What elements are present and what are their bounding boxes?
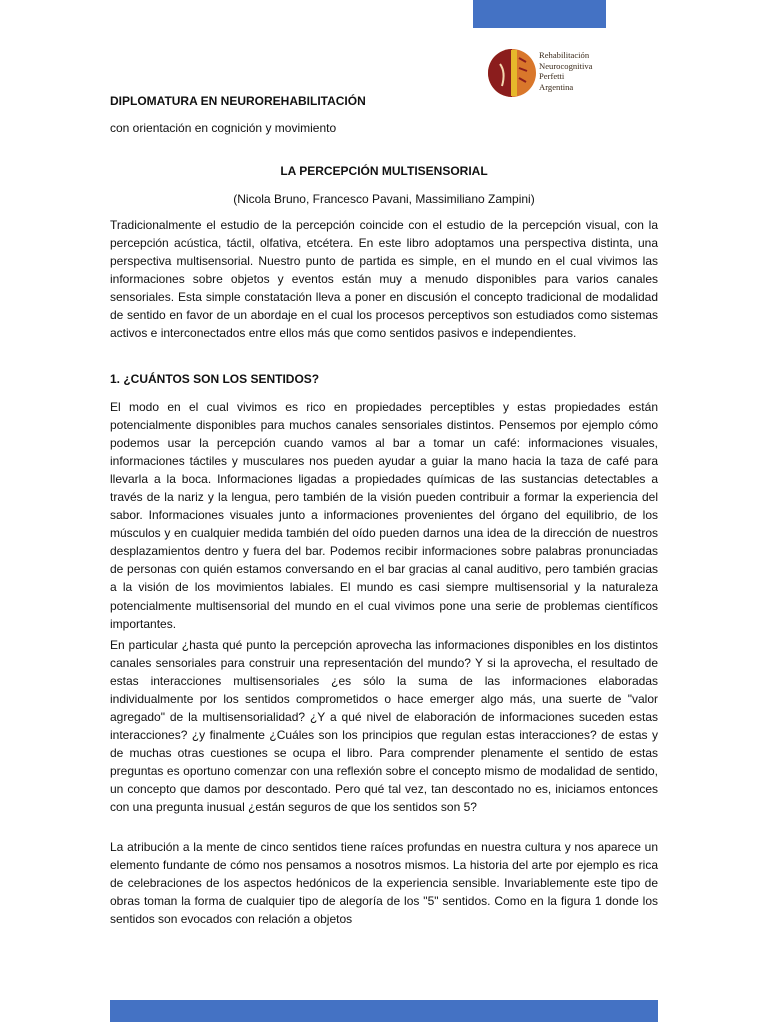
logo-left-half — [488, 49, 512, 97]
bottom-decorative-bar — [110, 1000, 658, 1022]
document-title: LA PERCEPCIÓN MULTISENSORIAL — [280, 164, 488, 178]
logo-column — [511, 50, 517, 96]
section-heading: 1. ¿CUÁNTOS SON LOS SENTIDOS? — [110, 372, 320, 386]
logo-line-4: Argentina — [539, 81, 574, 92]
paragraph-questions: En particular ¿hasta qué punto la percepción aprovecha las informaciones disponibles en los distintos canales sensoriales para construir una representación del mundo? Y si la aprovecha, el resultado de estas interacciones multisensoriales ¿es sólo la suma de las informaciones elaboradas individualmente por los sentidos comprometidos o hace emerger algo más, una suerte de "valor agregado" de la multisensorialidad? ¿Y a qué nivel de elaboración de informaciones suceden estas interacciones? ¿y finalmente ¿Cuáles son los principios que regulan estas interacciones? de estas y de muchas otras cuestiones se ocupa el libro. Para comprender plenamente el sentido de estas preguntas es oportuno comenzar con una reflexión sobre el concepto mismo de modalidad de sentido, un concepto que damos por descontado. Pero qué tal vez, tan descontado no es, iniciamos entonces con una pregunta inusual ¿están seguros de que los sentidos son 5? — [110, 638, 658, 815]
logo-line-3: Perfetti — [539, 71, 565, 82]
paragraph-intro: Tradicionalmente el estudio de la percepción coincide con el estudio de la percepción visual, con la percepción acústica, táctil, olfativa, etcétera. En este libro adoptamos una perspectiva distinta, una perspectiva multisensorial. Nuestro punto de partida es simple, en el mundo en el cual vivimos las informaciones sobre objetos y eventos están muy a menudo disponibles para varios canales sensoriales. Esta simple constatación lleva a poner en discusión el concepto tradicional de modalidad de sentido en favor de un abordaje en el cual los procesos perceptivos son estudiados como sistemas activos e interconectados entre ellos más que como sentidos pasivos e independientes. — [110, 218, 658, 341]
top-decorative-bar — [473, 0, 606, 28]
program-subtitle: con orientación en cognición y movimiento — [110, 121, 337, 135]
paragraph-senses: El modo en el cual vivimos es rico en propiedades perceptibles y estas propiedades están potencialmente disponibles para muchos canales sensoriales distintos. Pensemos por ejemplo cómo podemos usar la percepción cuando vamos al bar a tomar un café: informaciones visuales, informaciones táctiles y musculares nos pueden ayudar a guiar la mano hacia la taza de café para llevarla a la boca. Informaciones ligadas a propiedades químicas de las sustancias detectables a través de la nariz y la lengua, pero también de la visión pueden contribuir a formar la experiencia del sabor. Informaciones visuales junto a informaciones provenientes del órgano del equilibrio, de los músculos y en cualquier medida también del oído pueden darnos una idea de la dirección de nuestros desplazamientos dentro y fuera del bar. Podemos recibir informaciones sobre palabras pronunciadas de personas con quién estamos conversando en el bar gracias al canal auditivo, pero también gracias a la visión de los movimientos labiales. El mundo es casi siempre multisensorial y la naturaleza potencialmente multisensorial del mundo en el cual vivimos pone una serie de problemas científicos importantes. — [110, 400, 658, 631]
logo-line-2: Neurocognitiva — [539, 60, 593, 71]
paragraph-five-senses: La atribución a la mente de cinco sentidos tiene raíces profundas en nuestra cultura y nos aparece un elemento fundante de cómo nos pensamos a nosotros mismos. La historia del arte por ejemplo es rica de celebraciones de los aspectos hedónicos de la experiencia sensible. Invariablemente este tipo de obras toman la forma de cualquier tipo de alegoría de los "5" sentidos. Como en la figura 1 donde los sentidos son evocados con relación a objetos — [110, 840, 658, 927]
logo-text — [539, 50, 592, 92]
document-authors: (Nicola Bruno, Francesco Pavani, Massimiliano Zampini) — [233, 192, 535, 206]
program-title: DIPLOMATURA EN NEUROREHABILITACIÓN — [110, 94, 366, 108]
logo-line-1: Rehabilitación — [539, 50, 590, 60]
